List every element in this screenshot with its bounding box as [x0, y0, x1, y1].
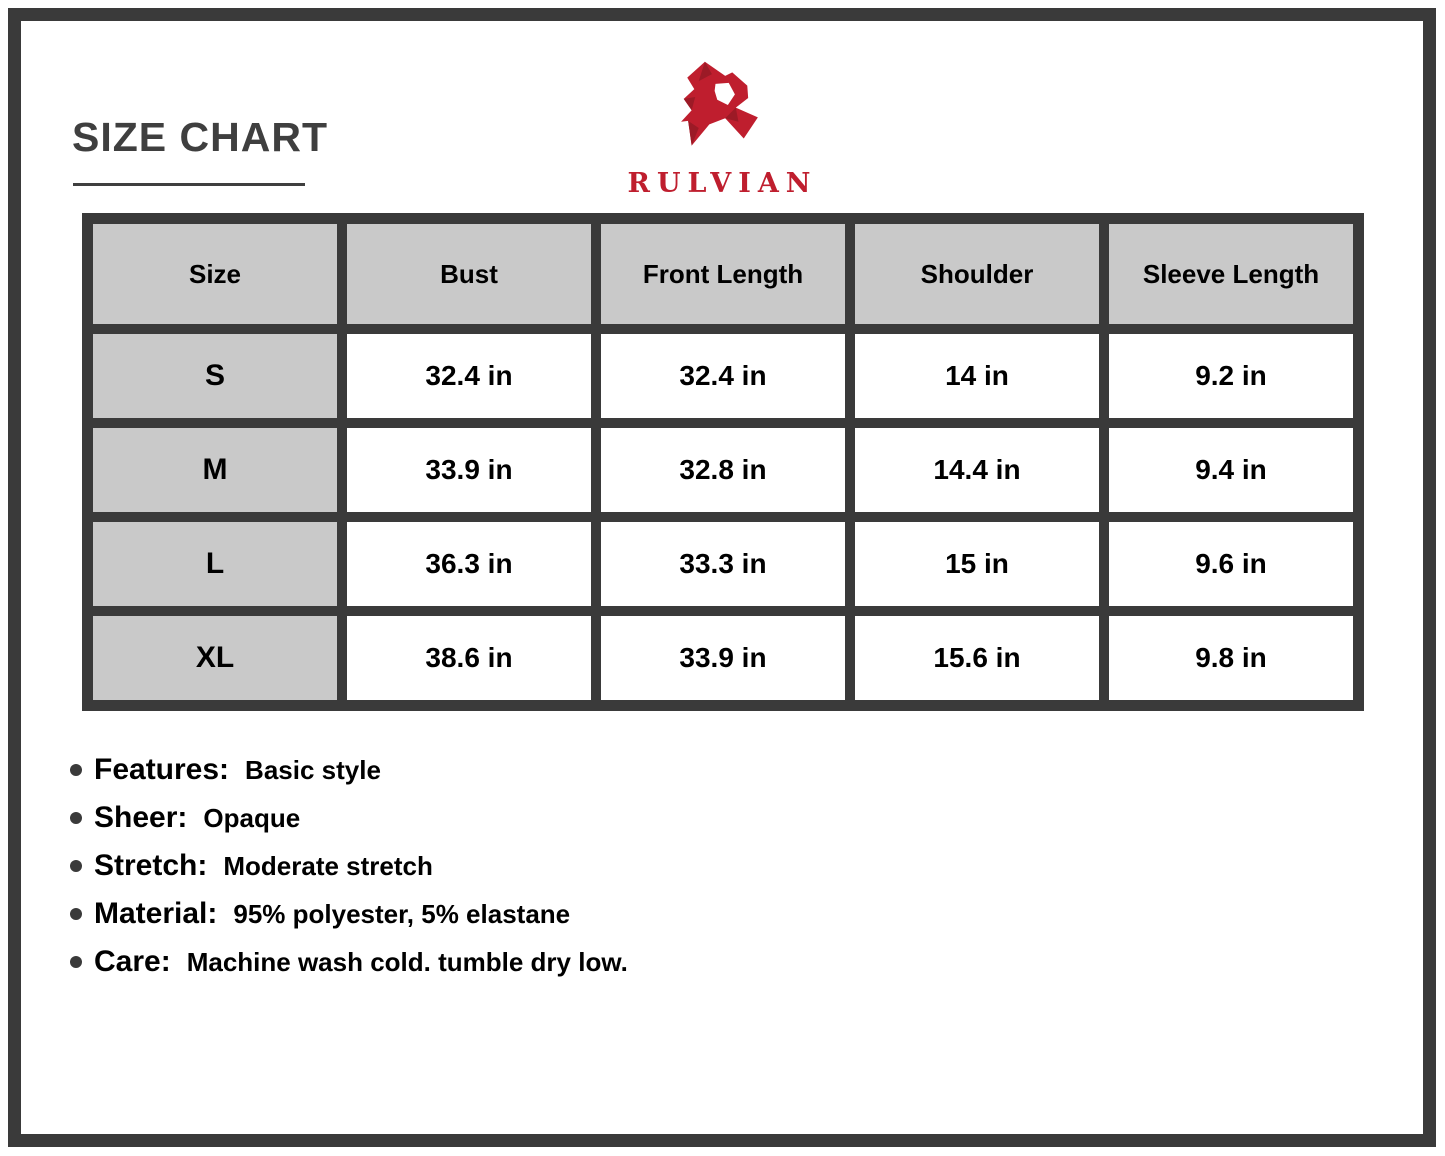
measurement-cell: 14 in: [855, 334, 1099, 418]
detail-label: Stretch:: [94, 849, 208, 882]
column-header-sleeve-length: Sleeve Length: [1109, 224, 1353, 324]
measurement-cell: 9.6 in: [1109, 522, 1353, 606]
column-header-shoulder: Shoulder: [855, 224, 1099, 324]
measurement-cell: 14.4 in: [855, 428, 1099, 512]
bullet-icon: [70, 908, 82, 920]
detail-value: Basic style: [245, 754, 381, 785]
bullet-icon: [70, 956, 82, 968]
brand-wordmark: RULVIAN: [627, 168, 818, 199]
measurement-cell: 9.8 in: [1109, 616, 1353, 700]
measurement-cell: 15.6 in: [855, 616, 1099, 700]
measurement-cell: 9.2 in: [1109, 334, 1353, 418]
detail-value: Machine wash cold. tumble dry low.: [186, 946, 628, 977]
measurement-cell: 33.9 in: [601, 616, 845, 700]
size-chart-table: [82, 213, 1364, 711]
detail-item-features: [70, 746, 628, 794]
column-header-size: Size: [93, 224, 337, 324]
page-title: SIZE CHART: [72, 114, 328, 160]
measurement-cell: 32.4 in: [601, 334, 845, 418]
detail-label: Sheer:: [94, 801, 188, 834]
measurement-cell: 38.6 in: [347, 616, 591, 700]
measurement-cell: 36.3 in: [347, 522, 591, 606]
size-cell: XL: [93, 616, 337, 700]
detail-item-stretch: [70, 842, 628, 890]
bullet-icon: [70, 764, 82, 776]
detail-item-sheer: [70, 794, 628, 842]
measurement-cell: 32.8 in: [601, 428, 845, 512]
measurement-cell: 33.3 in: [601, 522, 845, 606]
detail-label: Care:: [94, 945, 171, 978]
detail-value: Opaque: [203, 802, 301, 833]
column-header-bust: Bust: [347, 224, 591, 324]
bullet-icon: [70, 860, 82, 872]
bullet-icon: [70, 812, 82, 824]
detail-label: Material:: [94, 897, 218, 930]
measurement-cell: 9.4 in: [1109, 428, 1353, 512]
measurement-cell: 15 in: [855, 522, 1099, 606]
brand-logo-icon: [659, 46, 787, 164]
size-cell: M: [93, 428, 337, 512]
product-details-list: [70, 746, 628, 986]
size-cell: L: [93, 522, 337, 606]
measurement-cell: 33.9 in: [347, 428, 591, 512]
brand-block: [0, 46, 1445, 199]
measurement-cell: 32.4 in: [347, 334, 591, 418]
detail-value: 95% polyester, 5% elastane: [233, 898, 571, 929]
detail-item-care: [70, 938, 628, 986]
size-cell: S: [93, 334, 337, 418]
detail-item-material: [70, 890, 628, 938]
detail-value: Moderate stretch: [223, 850, 433, 881]
column-header-front-length: Front Length: [601, 224, 845, 324]
detail-label: Features:: [94, 753, 230, 786]
